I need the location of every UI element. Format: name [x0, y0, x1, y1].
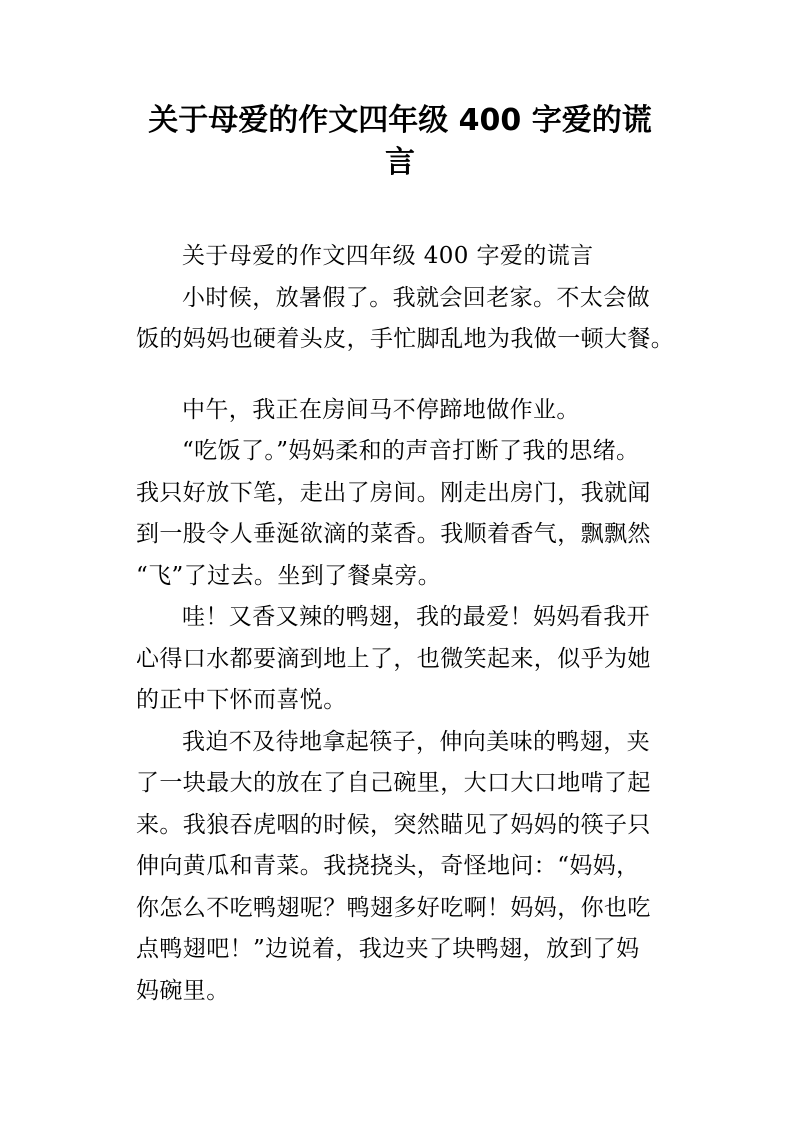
body-line: 小时候，放暑假了。我就会回老家。不太会做	[182, 284, 650, 311]
title-line: 言	[385, 144, 415, 180]
body-line: 了一块最大的放在了自己碗里，大口大口地啃了起	[136, 770, 651, 796]
body-line: 来。我狼吞虎咽的时候，突然瞄见了妈妈的筷子只	[136, 811, 651, 838]
body-line: 心得口水都要滴到地上了，也微笑起来，似乎为她	[136, 645, 651, 672]
body-line: 到一股令人垂涎欲滴的菜香。我顺着香气，飘飘然	[136, 521, 651, 547]
body-line: 伸向黄瓜和青菜。我挠挠头，奇怪地问：“妈妈，	[136, 853, 640, 879]
body-line: “吃饭了。”妈妈柔和的声音打断了我的思绪。	[182, 438, 640, 464]
body-line: 中午，我正在房间马不停蹄地做作业。	[182, 396, 580, 423]
document-title	[100, 96, 700, 179]
body-line: 点鸭翅吧！”边说着，我边夹了块鸭翅，放到了妈	[136, 936, 640, 962]
title-line: 关于母爱的作文四年级 400 字爱的谎	[148, 103, 652, 138]
body-line: 我只好放下笔，走出了房间。刚走出房门，我就闻	[136, 479, 651, 506]
body-line: 哇！又香又辣的鸭翅，我的最爱！妈妈看我开	[182, 604, 650, 630]
document-body	[136, 236, 684, 1012]
body-line: 我迫不及待地拿起筷子，伸向美味的鸭翅，夹	[182, 728, 650, 755]
paragraph-gap	[136, 361, 684, 390]
body-line: “飞”了过去。坐到了餐桌旁。	[136, 562, 442, 589]
body-line: 妈碗里。	[136, 977, 230, 1004]
body-line: 关于母爱的作文四年级 400 字爱的谎言	[182, 243, 594, 269]
body-line: 饭的妈妈也硬着头皮，手忙脚乱地为我做一顿大餐。	[136, 326, 675, 352]
body-line: 你怎么不吃鸭翅呢？鸭翅多好吃啊！妈妈，你也吃	[136, 894, 651, 921]
body-line: 的正中下怀而喜悦。	[136, 687, 347, 713]
